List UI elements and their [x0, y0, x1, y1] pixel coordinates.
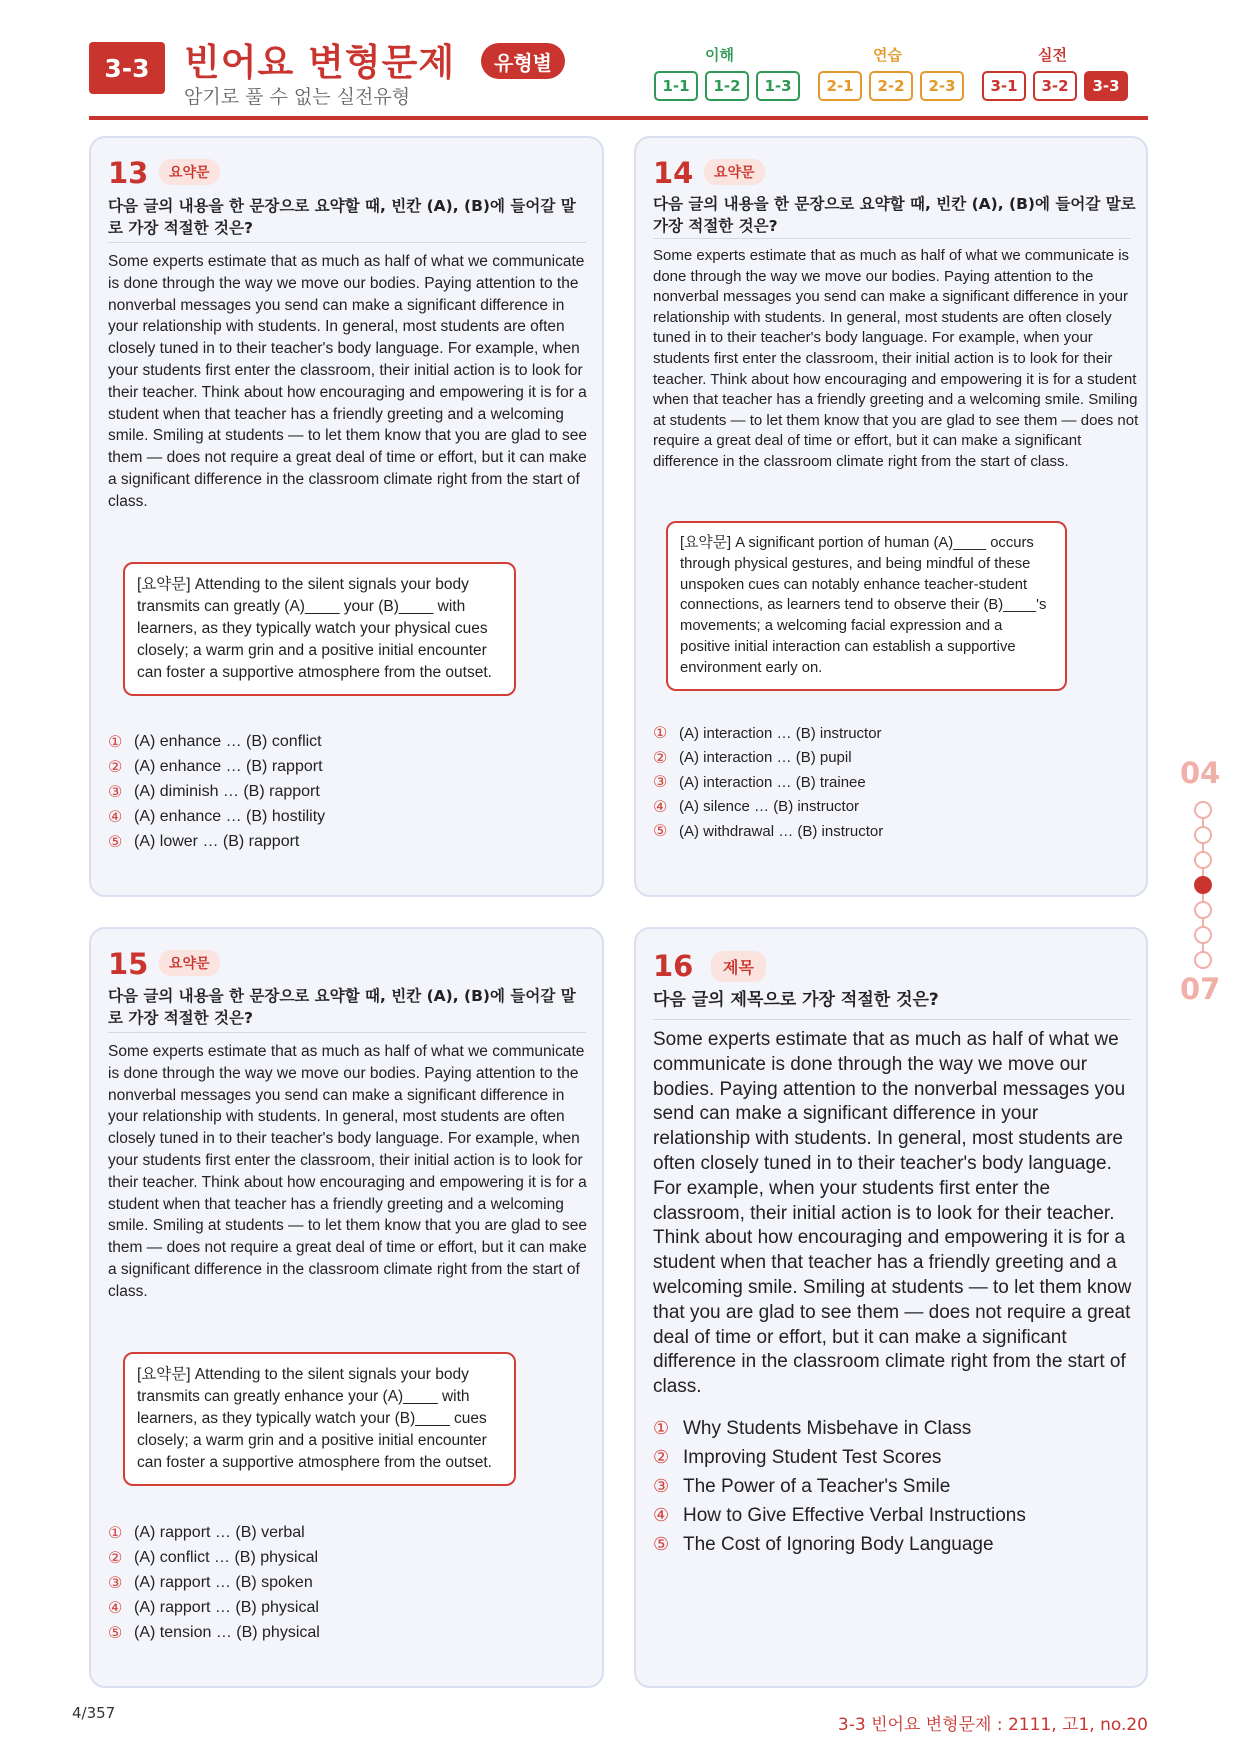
- page-number: 4/357: [72, 1704, 116, 1722]
- page-title: 빈어요 변형문제: [184, 41, 456, 84]
- separator: [108, 1032, 586, 1033]
- option-marker: ①: [653, 1418, 670, 1438]
- summary-box: [요약문] Attending to the silent signals your body transmits can greatly enhance your (A)____ with learners, as they typically watch your (B)____ cues closely; a warm grin and a positive initial encounter can foster a supportive atmosphere from the outset.: [123, 1352, 516, 1486]
- option-4[interactable]: [653, 795, 883, 820]
- option-2[interactable]: [108, 1545, 320, 1570]
- option-marker: ⑤: [653, 1534, 670, 1554]
- question-number: 16: [653, 949, 694, 983]
- option-text: (A) rapport … (B) verbal: [134, 1523, 305, 1541]
- option-5[interactable]: [653, 819, 883, 844]
- option-text: (A) enhance … (B) hostility: [134, 807, 326, 825]
- side-nav-end: 07: [1180, 972, 1221, 1006]
- separator: [653, 238, 1131, 239]
- level-label-practice: 연습: [873, 46, 902, 64]
- level-button-1-1[interactable]: 1-1: [654, 71, 698, 101]
- level-button-2-2[interactable]: 2-2: [869, 71, 913, 101]
- side-nav-step-7[interactable]: [1194, 951, 1212, 969]
- option-3[interactable]: [108, 1570, 320, 1595]
- question-prompt: 다음 글의 내용을 한 문장으로 요약할 때, 빈칸 (A), (B)에 들어갈 말로 가장 적절한 것은?: [653, 195, 1136, 235]
- option-marker: ②: [108, 758, 123, 776]
- option-1[interactable]: [108, 729, 325, 754]
- option-marker: ④: [108, 1599, 123, 1617]
- level-button-3-2[interactable]: 3-2: [1033, 71, 1077, 101]
- option-5[interactable]: [653, 1530, 1026, 1559]
- option-text: (A) lower … (B) rapport: [134, 832, 300, 850]
- option-marker: ①: [653, 725, 668, 743]
- side-nav-step-6[interactable]: [1194, 926, 1212, 944]
- option-marker: ④: [653, 1505, 670, 1525]
- option-marker: ⑤: [108, 1624, 123, 1642]
- category-pill: 유형별: [481, 43, 565, 79]
- option-4[interactable]: [653, 1501, 1026, 1530]
- separator: [108, 242, 586, 243]
- option-5[interactable]: [108, 829, 325, 854]
- option-marker: ③: [108, 1574, 123, 1592]
- question-card-13: [89, 136, 604, 897]
- option-1[interactable]: [653, 721, 883, 746]
- option-text: The Cost of Ignoring Body Language: [683, 1533, 994, 1555]
- option-text: (A) rapport … (B) physical: [134, 1598, 319, 1616]
- option-marker: ④: [653, 798, 668, 816]
- option-1[interactable]: [653, 1414, 1026, 1443]
- option-marker: ③: [653, 774, 668, 792]
- option-text: (A) enhance … (B) conflict: [134, 732, 322, 750]
- question-number: 13: [108, 156, 149, 190]
- side-nav-step-2[interactable]: [1194, 826, 1212, 844]
- option-marker: ⑤: [653, 823, 668, 841]
- question-prompt: 다음 글의 내용을 한 문장으로 요약할 때, 빈칸 (A), (B)에 들어갈 말로 가장 적절한 것은?: [108, 987, 576, 1027]
- passage-text: Some experts estimate that as much as half of what we communicate is done through the way we move our bodies. Paying attention to the nonverbal messages you send can make a significant difference in your relationship with students. In general, most students are often closely tuned in to their teacher's body language. For example, when your students first enter the classroom, their initial action is to look for their teacher. Think about how encouraging and empowering it is for a student when that teacher has a friendly greeting and a welcoming smile. Smiling at students — to let them know that you are glad to see them — does not require a great deal of time or effort, but it can make a significant difference in the classroom climate right from the start of class.: [108, 1043, 588, 1300]
- section-badge: 3-3: [89, 42, 165, 94]
- option-text: (A) enhance … (B) rapport: [134, 757, 323, 775]
- option-text: The Power of a Teacher's Smile: [683, 1475, 951, 1497]
- option-text: (A) tension … (B) physical: [134, 1623, 320, 1641]
- option-1[interactable]: [108, 1520, 320, 1545]
- option-text: Improving Student Test Scores: [683, 1446, 942, 1468]
- option-marker: ③: [653, 1476, 670, 1496]
- option-text: (A) interaction … (B) pupil: [679, 749, 852, 767]
- option-text: How to Give Effective Verbal Instructions: [683, 1504, 1026, 1526]
- question-card-15: [89, 927, 604, 1688]
- option-marker: ③: [108, 783, 123, 801]
- option-3[interactable]: [653, 770, 883, 795]
- side-nav-step-5[interactable]: [1194, 901, 1212, 919]
- option-text: (A) conflict … (B) physical: [134, 1548, 319, 1566]
- header-divider: [89, 116, 1148, 120]
- option-marker: ②: [653, 1447, 670, 1467]
- option-5[interactable]: [108, 1620, 320, 1645]
- option-3[interactable]: [653, 1472, 1026, 1501]
- side-nav-step-3[interactable]: [1194, 851, 1212, 869]
- level-button-2-1[interactable]: 2-1: [818, 71, 862, 101]
- question-type-tag: 요약문: [704, 159, 765, 185]
- answer-options: [653, 1414, 1026, 1559]
- level-button-1-2[interactable]: 1-2: [705, 71, 749, 101]
- answer-options: [653, 721, 883, 844]
- option-text: (A) withdrawal … (B) instructor: [679, 822, 884, 840]
- page-subtitle: 암기로 풀 수 없는 실전유형: [184, 86, 411, 108]
- question-type-tag: 요약문: [159, 159, 220, 185]
- level-button-2-3[interactable]: 2-3: [920, 71, 964, 101]
- question-card-14: [634, 136, 1148, 897]
- question-number: 15: [108, 947, 149, 981]
- summary-box: [요약문] A significant portion of human (A)____ occurs through physical gestures, and being mindful of these unspoken cues can notably enhance teacher-student connections, as learners tend to observe their (B)____'s movements; a welcoming facial expression and a positive initial interaction can establish a supportive environment early on.: [666, 521, 1067, 691]
- option-marker: ①: [108, 733, 123, 751]
- option-text: (A) interaction … (B) instructor: [679, 724, 882, 742]
- option-marker: ④: [108, 808, 123, 826]
- option-marker: ⑤: [108, 833, 123, 851]
- option-2[interactable]: [653, 1443, 1026, 1472]
- level-label-real: 실전: [1038, 46, 1067, 64]
- answer-options: [108, 729, 325, 854]
- option-marker: ②: [108, 1549, 123, 1567]
- option-text: Why Students Misbehave in Class: [683, 1417, 972, 1439]
- option-marker: ②: [653, 749, 668, 767]
- source-reference: 3-3 빈어요 변형문제 : 2111, 고1, no.20: [837, 1715, 1148, 1735]
- option-2[interactable]: [653, 746, 883, 771]
- question-prompt: 다음 글의 제목으로 가장 적절한 것은?: [653, 990, 939, 1010]
- level-button-3-3[interactable]: 3-3: [1084, 71, 1128, 101]
- question-type-tag: 요약문: [159, 950, 220, 976]
- question-type-tag: 제목: [711, 951, 766, 982]
- separator: [653, 1019, 1131, 1020]
- summary-box: [요약문] Attending to the silent signals your body transmits can greatly (A)____ your (B)____ with learners, as they typically watch your physical cues closely; a warm grin and a positive initial encounter can foster a supportive atmosphere from the outset.: [123, 562, 516, 696]
- level-button-1-3[interactable]: 1-3: [756, 71, 800, 101]
- option-text: (A) silence … (B) instructor: [679, 798, 860, 816]
- question-number: 14: [653, 156, 694, 190]
- option-4[interactable]: [108, 1595, 320, 1620]
- option-2[interactable]: [108, 754, 325, 779]
- option-3[interactable]: [108, 779, 325, 804]
- option-text: (A) rapport … (B) spoken: [134, 1573, 313, 1591]
- option-text: (A) interaction … (B) trainee: [679, 773, 866, 791]
- passage-text: Some experts estimate that as much as half of what we communicate is done through the way we move our bodies. Paying attention to the nonverbal messages you send can make a significant difference in your relationship with students. In general, most students are often closely tuned in to their teacher's body language. For example, when your students first enter the classroom, their initial action is to look for their teacher. Think about how encouraging and empowering it is for a student when that teacher has a friendly greeting and a welcoming smile. Smiling at students — to let them know that you are glad to see them — does not require a great deal of time or effort, but it can make a significant difference in the classroom climate right from the start of class.: [108, 253, 588, 510]
- option-marker: ①: [108, 1524, 123, 1542]
- question-prompt: 다음 글의 내용을 한 문장으로 요약할 때, 빈칸 (A), (B)에 들어갈 말로 가장 적절한 것은?: [108, 197, 576, 237]
- side-nav-step-1[interactable]: [1194, 801, 1212, 819]
- passage-text: Some experts estimate that as much as half of what we communicate is done through the way we move our bodies. Paying attention to the nonverbal messages you send can make a significant difference in your relationship with students. In general, most students are often closely tuned in to their teacher's body language. For example, when your students first enter the classroom, their initial action is to look for their teacher. Think about how encouraging and empowering it is for a student when that teacher has a friendly greeting and a welcoming smile. Smiling at students — to let them know that you are glad to see them — does not require a great deal of time or effort, but it can make a significant difference in the classroom climate right from the start of class.: [653, 247, 1139, 470]
- side-nav-step-4[interactable]: [1194, 876, 1212, 894]
- level-label-understand: 이해: [705, 46, 734, 64]
- answer-options: [108, 1520, 320, 1645]
- option-text: (A) diminish … (B) rapport: [134, 782, 320, 800]
- side-nav-start: 04: [1180, 756, 1221, 790]
- level-button-3-1[interactable]: 3-1: [982, 71, 1026, 101]
- option-4[interactable]: [108, 804, 325, 829]
- question-card-16: [634, 927, 1148, 1688]
- passage-text: Some experts estimate that as much as half of what we communicate is done through the way we move our bodies. Paying attention to the nonverbal messages you send can make a significant difference in your relationship with students. In general, most students are often closely tuned in to their teacher's body language. For example, when your students first enter the classroom, their initial action is to look for their teacher. Think about how encouraging and empowering it is for a student when that teacher has a friendly greeting and a welcoming smile. Smiling at students — to let them know that you are glad to see them — does not require a great deal of time or effort, but it can make a significant difference in the classroom climate right from the start of class.: [653, 1029, 1132, 1398]
